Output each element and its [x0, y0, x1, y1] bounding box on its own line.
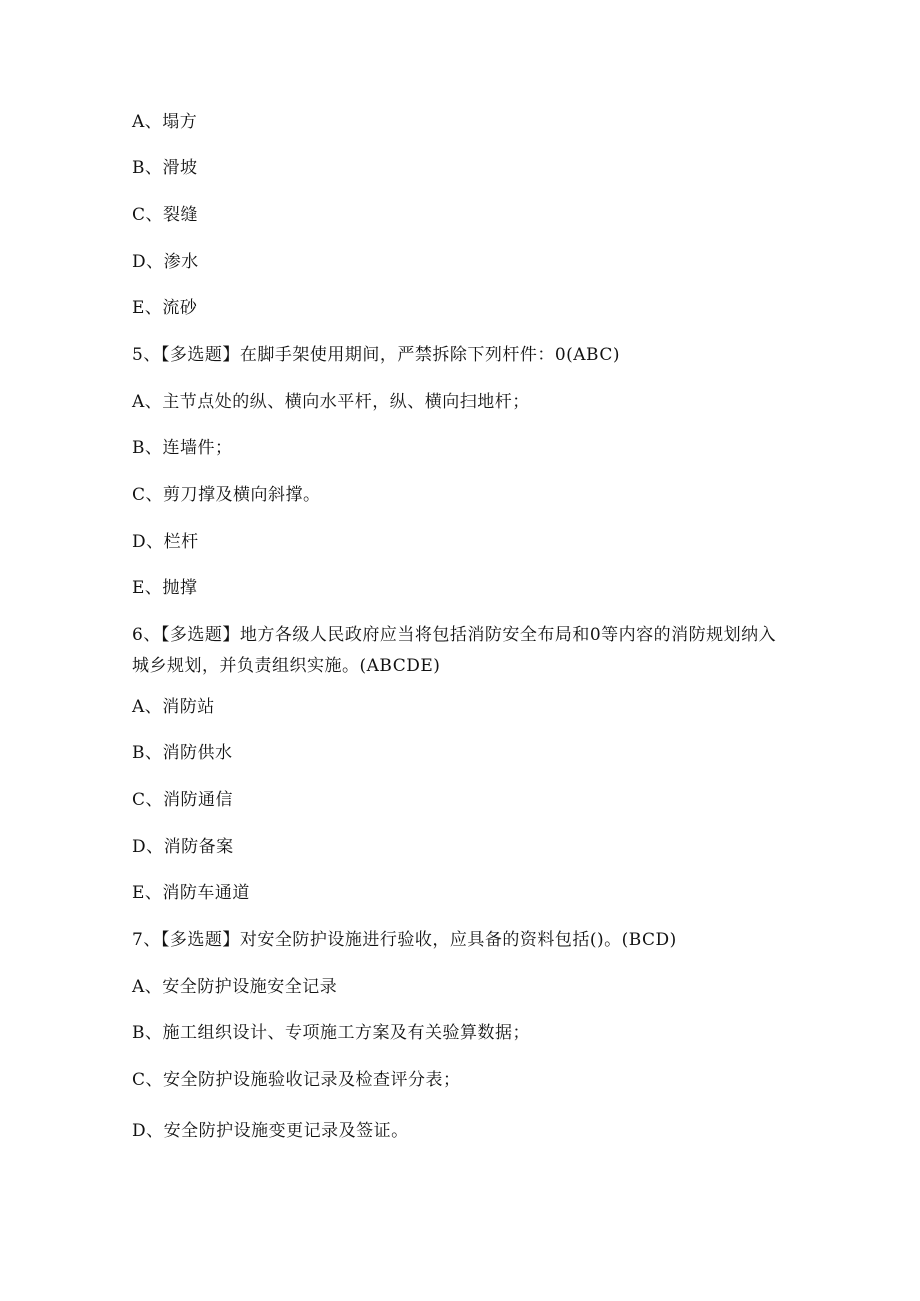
q5-question: 5、【多选题】在脚手架使用期间，严禁拆除下列杆件：0(ABC) [132, 345, 620, 365]
q6-option-d: D、消防备案 [132, 837, 234, 857]
q4-option-a: A、塌方 [132, 112, 198, 132]
q7-option-c: C、安全防护设施验收记录及检查评分表； [132, 1070, 461, 1090]
q7-option-b: B、施工组织设计、专项施工方案及有关验算数据； [132, 1023, 530, 1043]
q4-option-b: B、滑坡 [132, 158, 198, 178]
q4-option-d: D、渗水 [132, 252, 199, 272]
q6-option-e: E、消防车通道 [132, 883, 250, 903]
q6-question: 6、【多选题】地方各级人民政府应当将包括消防安全布局和0等内容的消防规划纳入城乡规划，并负责组织实施。(ABCDE) [132, 625, 777, 676]
q5-option-d: D、栏杆 [132, 532, 199, 552]
q5-option-c: C、剪刀撑及横向斜撑。 [132, 485, 321, 505]
q4-option-c: C、裂缝 [132, 205, 199, 225]
q6-option-a: A、消防站 [132, 697, 215, 717]
q7-question: 7、【多选题】对安全防护设施进行验收，应具备的资料包括()。(BCD) [132, 930, 677, 950]
q7-option-a: A、安全防护设施安全记录 [132, 977, 338, 997]
q4-option-e: E、流砂 [132, 298, 198, 318]
q7-option-d: D、安全防护设施变更记录及签证。 [132, 1121, 409, 1141]
q5-option-b: B、连墙件； [132, 438, 233, 458]
q5-option-e: E、抛撑 [132, 578, 198, 598]
q6-option-b: B、消防供水 [132, 743, 233, 763]
q6-option-c: C、消防通信 [132, 790, 234, 810]
q5-option-a: A、主节点处的纵、横向水平杆，纵、横向扫地杆； [132, 392, 530, 412]
